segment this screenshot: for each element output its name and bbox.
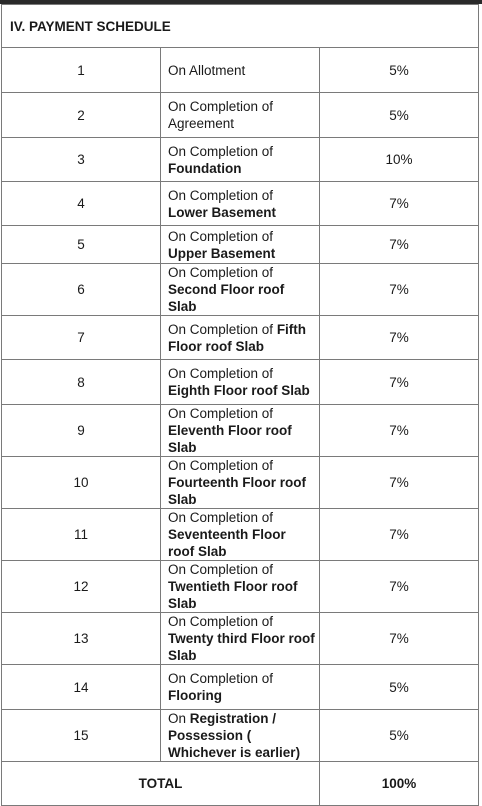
stage-description (161, 48, 320, 93)
stage-description (161, 405, 320, 457)
table-row (2, 264, 479, 316)
table-row (2, 457, 479, 509)
stage-description (161, 509, 320, 561)
stage-percent: 7% (320, 182, 479, 226)
stage-prefix: On Completion of (168, 265, 274, 280)
table-row (2, 561, 479, 613)
table-row (2, 316, 479, 360)
row-number: 9 (2, 405, 161, 457)
row-number: 5 (2, 226, 161, 264)
stage-description (161, 316, 320, 360)
table-row (2, 182, 479, 226)
row-number: 3 (2, 138, 161, 182)
row-number: 13 (2, 613, 161, 665)
table-row (2, 613, 479, 665)
table-row (2, 138, 479, 182)
stage-description (161, 561, 320, 613)
stage-prefix: On Completion of (168, 458, 274, 473)
stage-description (161, 182, 320, 226)
table-row (2, 405, 479, 457)
stage-name: Upper Basement (168, 245, 276, 261)
stage-name: Registration / Possession ( Whichever is earlier) (168, 711, 301, 760)
payment-schedule-table (1, 4, 479, 806)
stage-percent: 7% (320, 316, 479, 360)
row-number: 1 (2, 48, 161, 93)
stage-name: Lower Basement (168, 204, 277, 220)
stage-name: Eighth Floor roof Slab (168, 383, 310, 398)
stage-prefix: On Allotment (168, 62, 246, 78)
table-row (2, 48, 479, 93)
table-row (2, 93, 479, 138)
stage-percent: 5% (320, 665, 479, 710)
total-percent: 100% (320, 762, 479, 806)
stage-percent: 7% (320, 360, 479, 405)
stage-percent: 5% (320, 710, 479, 762)
stage-percent: 10% (320, 138, 479, 182)
stage-prefix: On Completion of Agreement (168, 99, 274, 131)
row-number: 7 (2, 316, 161, 360)
stage-name: Eleventh Floor roof Slab (168, 423, 292, 455)
stage-percent: 7% (320, 561, 479, 613)
row-number: 8 (2, 360, 161, 405)
stage-name: Twentieth Floor roof Slab (168, 579, 298, 611)
section-title: IV. PAYMENT SCHEDULE (2, 5, 479, 48)
stage-description (161, 457, 320, 509)
table-row (2, 665, 479, 710)
stage-percent: 5% (320, 48, 479, 93)
row-number: 14 (2, 665, 161, 710)
stage-percent: 7% (320, 405, 479, 457)
stage-percent: 7% (320, 457, 479, 509)
stage-name: Flooring (168, 688, 222, 703)
row-number: 4 (2, 182, 161, 226)
stage-description (161, 226, 320, 264)
stage-name: Seventeenth Floor roof Slab (168, 527, 286, 559)
stage-prefix: On Completion of (168, 671, 274, 686)
table-row (2, 509, 479, 561)
stage-description (161, 710, 320, 762)
stage-description (161, 138, 320, 182)
stage-prefix: On Completion of (168, 510, 274, 525)
total-row (2, 762, 479, 806)
table-row (2, 226, 479, 264)
stage-percent: 7% (320, 613, 479, 665)
stage-prefix: On Completion of (168, 187, 274, 203)
stage-prefix: On Completion of (168, 228, 274, 244)
row-number: 12 (2, 561, 161, 613)
stage-name: Fourteenth Floor roof Slab (168, 475, 306, 507)
row-number: 2 (2, 93, 161, 138)
stage-description (161, 665, 320, 710)
table-row (2, 710, 479, 762)
table-header-row (2, 5, 479, 48)
stage-description (161, 93, 320, 138)
stage-prefix: On Completion of (168, 406, 274, 421)
stage-name: Foundation (168, 160, 242, 176)
stage-percent: 7% (320, 226, 479, 264)
row-number: 15 (2, 710, 161, 762)
row-number: 10 (2, 457, 161, 509)
table-row (2, 360, 479, 405)
row-number: 11 (2, 509, 161, 561)
stage-prefix: On Completion of (168, 321, 277, 337)
stage-description (161, 360, 320, 405)
stage-description (161, 264, 320, 316)
stage-name: Fifth Floor roof Slab (168, 321, 307, 354)
stage-name: Second Floor roof Slab (168, 282, 285, 314)
stage-percent: 7% (320, 509, 479, 561)
stage-name: Twenty third Floor roof Slab (168, 631, 315, 663)
stage-prefix: On Completion of (168, 143, 274, 159)
stage-prefix: On Completion of (168, 562, 274, 577)
stage-prefix: On Completion of (168, 366, 274, 381)
stage-percent: 5% (320, 93, 479, 138)
stage-percent: 7% (320, 264, 479, 316)
row-number: 6 (2, 264, 161, 316)
stage-prefix: On (168, 711, 190, 726)
total-label: TOTAL (2, 762, 320, 806)
stage-prefix: On Completion of (168, 614, 274, 629)
stage-description (161, 613, 320, 665)
